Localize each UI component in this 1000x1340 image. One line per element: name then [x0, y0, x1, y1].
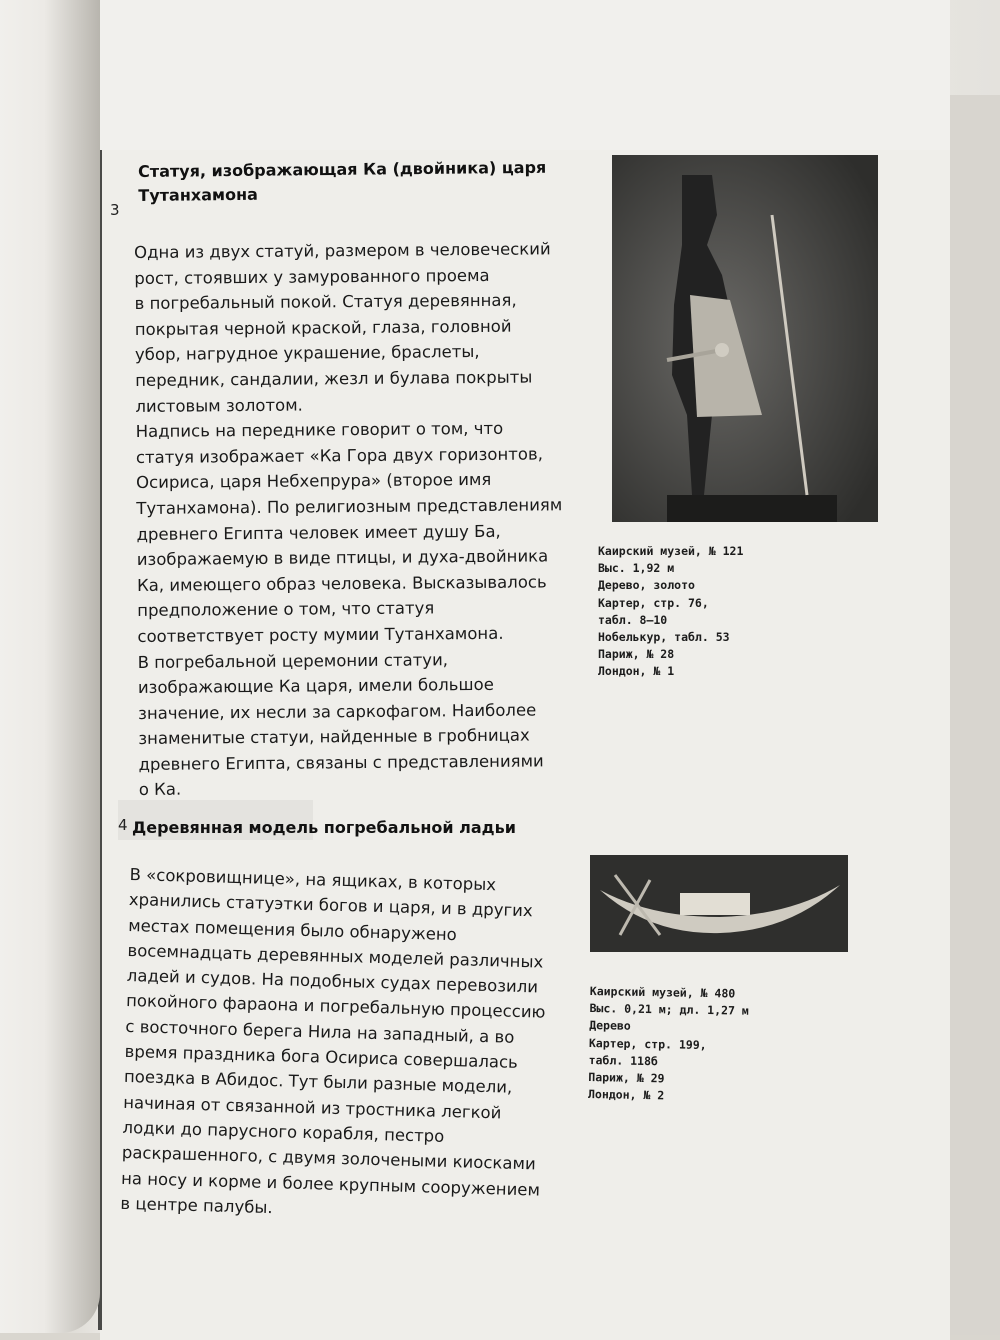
- section-body: [120, 862, 549, 1228]
- text-line: Осириса, царя Небхепрура» (второе имя: [136, 470, 492, 493]
- text-line: соответствует росту мумии Тутанхамона.: [137, 623, 504, 646]
- text-line: в центре палубы.: [120, 1193, 273, 1217]
- title-line: Тутанхамона: [138, 184, 258, 205]
- section-number: 4: [118, 816, 128, 834]
- text-line: покрытая черной краской, глаза, головной: [134, 316, 512, 339]
- text-line: лодки до парусного корабля, пестро: [122, 1117, 445, 1146]
- text-line: передник, сандалии, жезл и булава покрыты: [135, 367, 533, 390]
- text-line: восемнадцать деревянных моделей различных: [127, 940, 544, 972]
- text-line: Дерево: [589, 1018, 631, 1034]
- photo-caption: [588, 983, 749, 1106]
- text-line: рост, стоявших у замурованного проема: [134, 265, 490, 288]
- text-line: в погребальный покой. Статуя деревянная,: [134, 290, 517, 314]
- text-line: Каирский музей, № 121: [598, 544, 744, 558]
- text-line: знаменитые статуи, найденные в гробницах: [138, 725, 530, 749]
- text-line: ладей и судов. На подобных судах перевозили: [126, 966, 539, 997]
- text-line: Нобелькур, табл. 53: [598, 630, 730, 645]
- left-page-curl: [0, 0, 100, 1333]
- text-line: изображающие Ка царя, имели большое: [137, 674, 494, 698]
- text-line: раскрашенного, с двумя золочеными киосками: [121, 1143, 536, 1174]
- page-stack-edge: [948, 95, 1000, 1335]
- section-number: 3: [110, 201, 120, 219]
- text-line: значение, их несли за саркофагом. Наиболее: [138, 700, 537, 723]
- text-line: на носу и корме и более крупным сооружением: [120, 1168, 541, 1200]
- text-line: Париж, № 29: [588, 1070, 665, 1086]
- text-line: Тутанхамона). По религиозным представлениям: [136, 495, 563, 518]
- text-line: Париж, № 28: [598, 647, 675, 662]
- text-line: В погребальной церемонии статуи,: [137, 649, 449, 672]
- text-line: статуя изображает «Ка Гора двух горизонтов,: [135, 444, 543, 467]
- text-line: местах помещения было обнаружено: [127, 915, 458, 944]
- text-line: изображаемую в виде птицы, и духа-двойника: [136, 546, 549, 570]
- text-line: о Ка.: [138, 780, 182, 800]
- text-line: Лондон, № 2: [587, 1087, 665, 1103]
- text-line: листовым золотом.: [135, 395, 303, 416]
- text-line: Дерево, золото: [598, 578, 695, 593]
- text-line: Одна из двух статуй, размером в человеческий: [134, 239, 551, 262]
- text-line: табл. 118б: [588, 1052, 659, 1069]
- text-line: время праздника бога Осириса совершалась: [124, 1042, 519, 1072]
- text-line: Надпись на переднике говорит о том, что: [135, 418, 504, 442]
- funerary-boat-photo: [590, 855, 848, 952]
- previous-page-edge: [100, 0, 950, 150]
- text-line: Лондон, № 1: [598, 664, 675, 679]
- photo-caption: [598, 543, 743, 681]
- text-line: древнего Египта человек имеет душу Ба,: [136, 521, 501, 544]
- ka-statue-photo: [612, 155, 878, 522]
- text-line: Выс. 1,92 м: [598, 561, 675, 576]
- section-body: [134, 236, 565, 803]
- text-line: с восточного берега Нила на западный, а во: [125, 1016, 515, 1047]
- title-line: Статуя, изображающая Ка (двойника) царя: [138, 157, 547, 181]
- section-title: Деревянная модель погребальной ладьи: [132, 818, 516, 837]
- text-line: В «сокровищнице», на ящиках, в которых: [129, 864, 497, 895]
- section-title: [138, 156, 547, 208]
- text-line: табл. 8—10: [598, 612, 668, 627]
- text-line: убор, нагрудное украшение, браслеты,: [134, 342, 480, 365]
- text-line: Ка, имеющего образ человека. Высказывалось: [136, 572, 547, 595]
- text-line: начиная от связанной из тростника легкой: [123, 1092, 502, 1123]
- text-line: древнего Египта, связаны с представлениями: [138, 751, 544, 774]
- text-line: хранились статуэтки богов и царя, и в других: [128, 890, 533, 921]
- text-line: предположение о том, что статуя: [137, 598, 435, 621]
- text-line: поездка в Абидос. Тут были разные модели,: [123, 1067, 513, 1098]
- text-line: Каирский музей, № 480: [589, 983, 736, 1001]
- text-line: Картер, стр. 76,: [598, 595, 709, 610]
- text-line: покойного фараона и погребальную процессию: [125, 991, 546, 1023]
- text-line: Выс. 0,21 м; дл. 1,27 м: [589, 1001, 749, 1018]
- text-line: Картер, стр. 199,: [588, 1035, 707, 1052]
